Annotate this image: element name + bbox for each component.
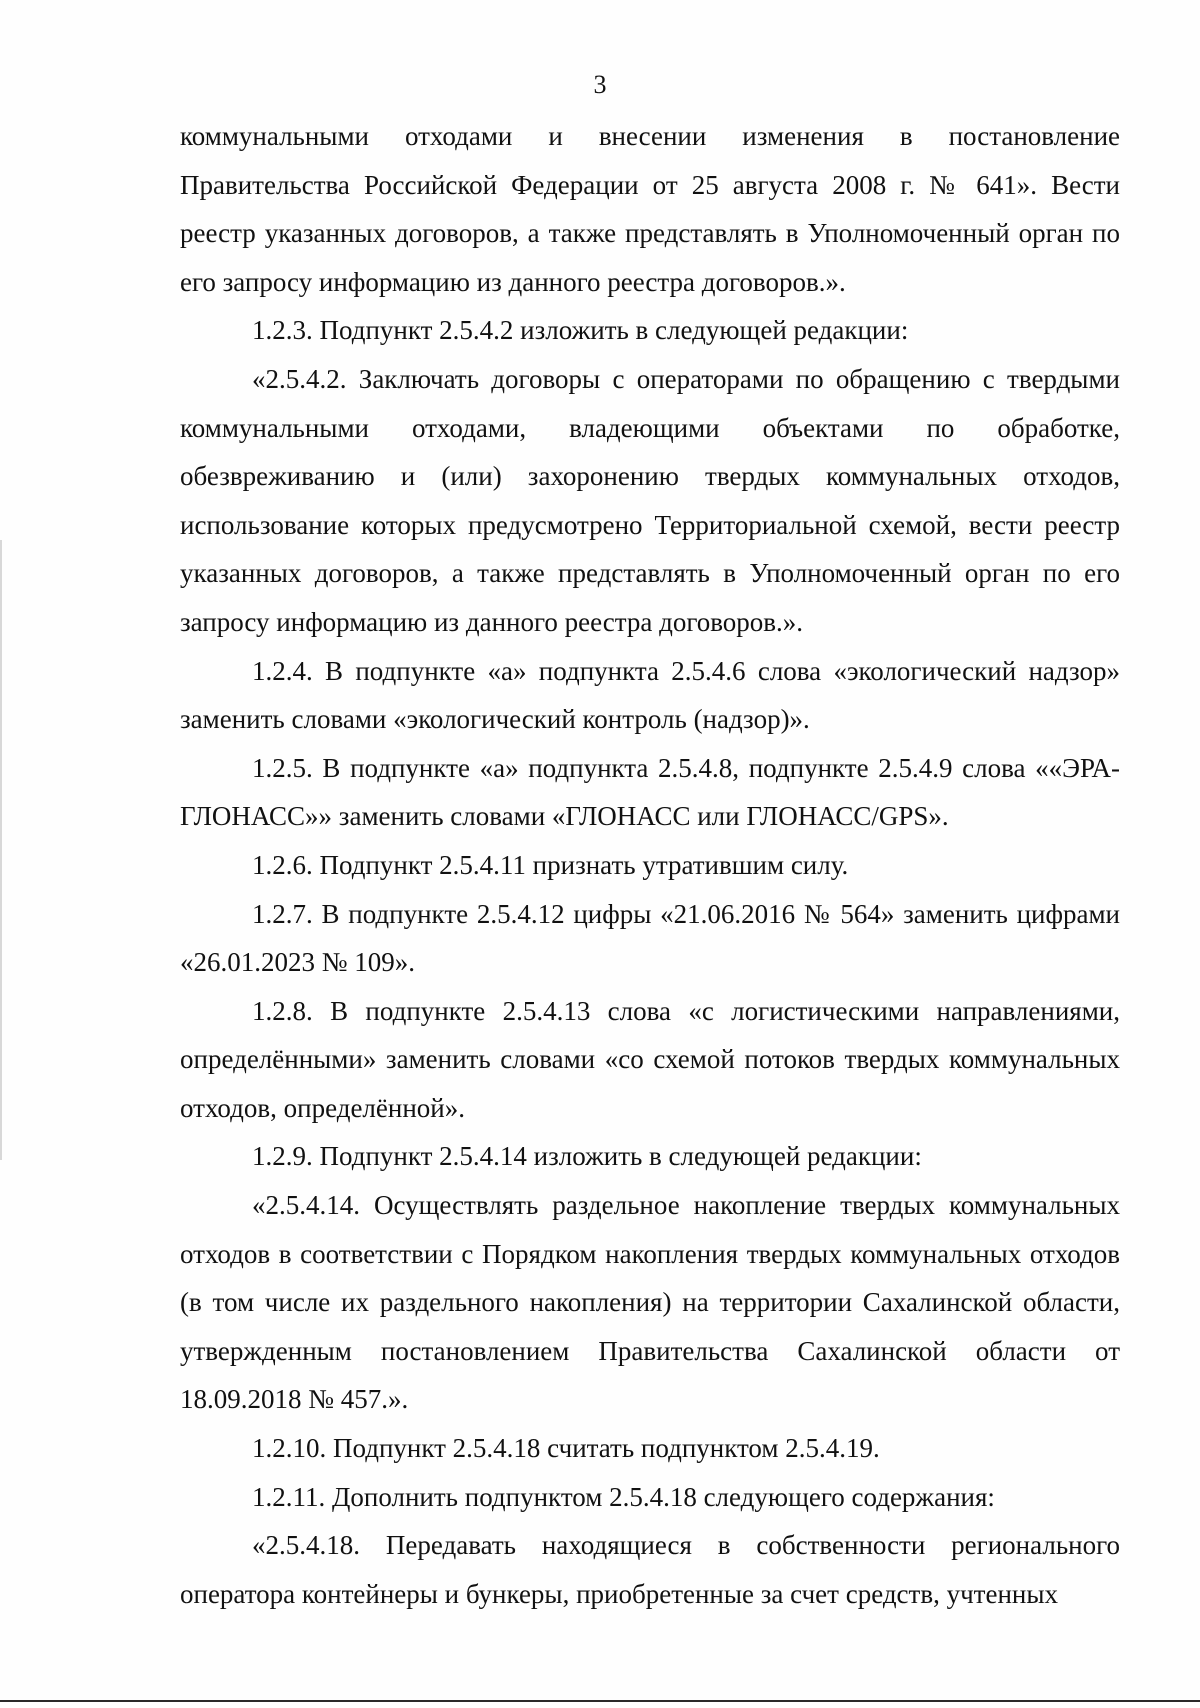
scan-bottom-edge	[0, 1700, 1200, 1702]
paragraph-quote-2-5-4-18: «2.5.4.18. Передавать находящиеся в собственности регионального оператора контейнеры и бункеры, приобретенные за счет средств, учтенных	[180, 1530, 1120, 1609]
paragraph-1-2-8: 1.2.8. В подпункте 2.5.4.13 слова «с логистическими направлениями, определёнными» заменить словами «со схемой потоков твердых коммунальных отходов, определённой».	[180, 995, 1120, 1123]
document-body	[180, 112, 1120, 1618]
paragraph-quote-2-5-4-14: «2.5.4.14. Осуществлять раздельное накопление твердых коммунальных отходов в соответствии с Порядком накопления твердых коммунальных отходов (в том числе их раздельного накопления) на территории Сахалинской области, утвержденным постановлением Правительства Сахалинской области от 18.09.2018 № 457.».	[180, 1190, 1120, 1415]
paragraph-continuation: коммунальными отходами и внесении изменения в постановление Правительства Российской Федерации от 25 августа 2008 г. № 641». Вести реестр указанных договоров, а также представлять в Уполномоченный орган по его запросу информацию из данного реестра договоров.».	[180, 121, 1120, 297]
paragraph-1-2-7: 1.2.7. В подпункте 2.5.4.12 цифры «21.06.2016 № 564» заменить цифрами «26.01.2023 № 109».	[180, 898, 1120, 978]
page-number: 3	[593, 70, 607, 99]
paragraph-1-2-5: 1.2.5. В подпункте «а» подпункта 2.5.4.8, подпункте 2.5.4.9 слова ««ЭРА-ГЛОНАСС»» заменить словами «ГЛОНАСС или ГЛОНАСС/GPS».	[180, 752, 1120, 832]
paragraph-1-2-9: 1.2.9. Подпункт 2.5.4.14 изложить в следующей редакции:	[252, 1141, 922, 1172]
paragraph-1-2-10: 1.2.10. Подпункт 2.5.4.18 считать подпунктом 2.5.4.19.	[252, 1433, 880, 1464]
paragraph-1-2-3: 1.2.3. Подпункт 2.5.4.2 изложить в следующей редакции:	[252, 315, 909, 346]
scan-left-edge	[0, 540, 2, 1160]
paragraph-1-2-6: 1.2.6. Подпункт 2.5.4.11 признать утратившим силу.	[252, 849, 849, 880]
paragraph-1-2-4: 1.2.4. В подпункте «а» подпункта 2.5.4.6 слова «экологический надзор» заменить словами «экологический контроль (надзор)».	[180, 655, 1120, 735]
paragraph-1-2-11: 1.2.11. Дополнить подпунктом 2.5.4.18 следующего содержания:	[252, 1481, 995, 1512]
paragraph-quote-2-5-4-2: «2.5.4.2. Заключать договоры с операторами по обращению с твердыми коммунальными отходами, владеющими объектами по обработке, обезвреживанию и (или) захоронению твердых коммунальных отходов, использование которых предусмотрено Территориальной схемой, вести реестр указанных договоров, а также представлять в Уполномоченный орган по его запросу информацию из данного реестра договоров.».	[180, 363, 1120, 637]
